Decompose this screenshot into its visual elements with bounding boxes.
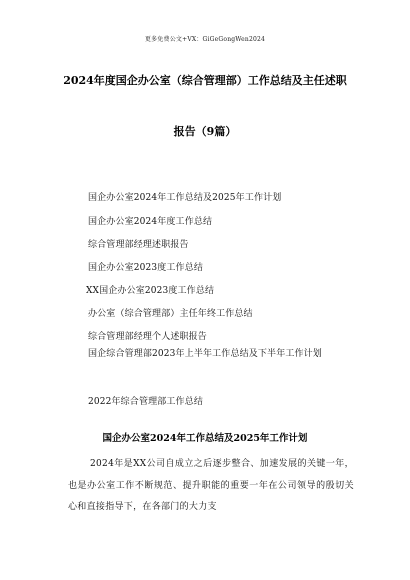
section-title: 国企办公室2024年工作总结及2025年工作计划 — [102, 433, 308, 444]
toc-item: XX国企办公室2023度工作总结 — [86, 286, 215, 296]
toc-item: 国企办公室2024年工作总结及2025年工作计划 — [88, 193, 282, 203]
toc-item: 国企办公室2023度工作总结 — [88, 263, 204, 273]
toc-item: 2022年综合管理部工作总结 — [88, 397, 204, 407]
document-title-line-1: 2024年度国企办公室（综合管理部）工作总结及主任述职 — [63, 74, 347, 87]
body-paragraph: 2024年是XX公司自成立之后逐步整合、加速发展的关键一年，也是办公室工作不断规范、提升职能的重要一年在公司领导的殷切关心和直接指导下，在各部门的大力支 — [68, 459, 354, 512]
toc-item: 综合管理部经理个人述职报告 — [88, 332, 207, 342]
toc-item: 国企综合管理部2023年上半年工作总结及下半年工作计划 — [88, 349, 322, 359]
toc-item: 国企办公室2024年度工作总结 — [88, 217, 213, 227]
toc-item: 办公室（综合管理部）主任年终工作总结 — [88, 309, 253, 319]
toc-item: 综合管理部经理述职报告 — [88, 240, 189, 250]
header-note: 更多免费公文+VX：GiGeGongWen2024 — [144, 36, 266, 43]
document-title-line-2: 报告（9篇） — [173, 125, 237, 138]
